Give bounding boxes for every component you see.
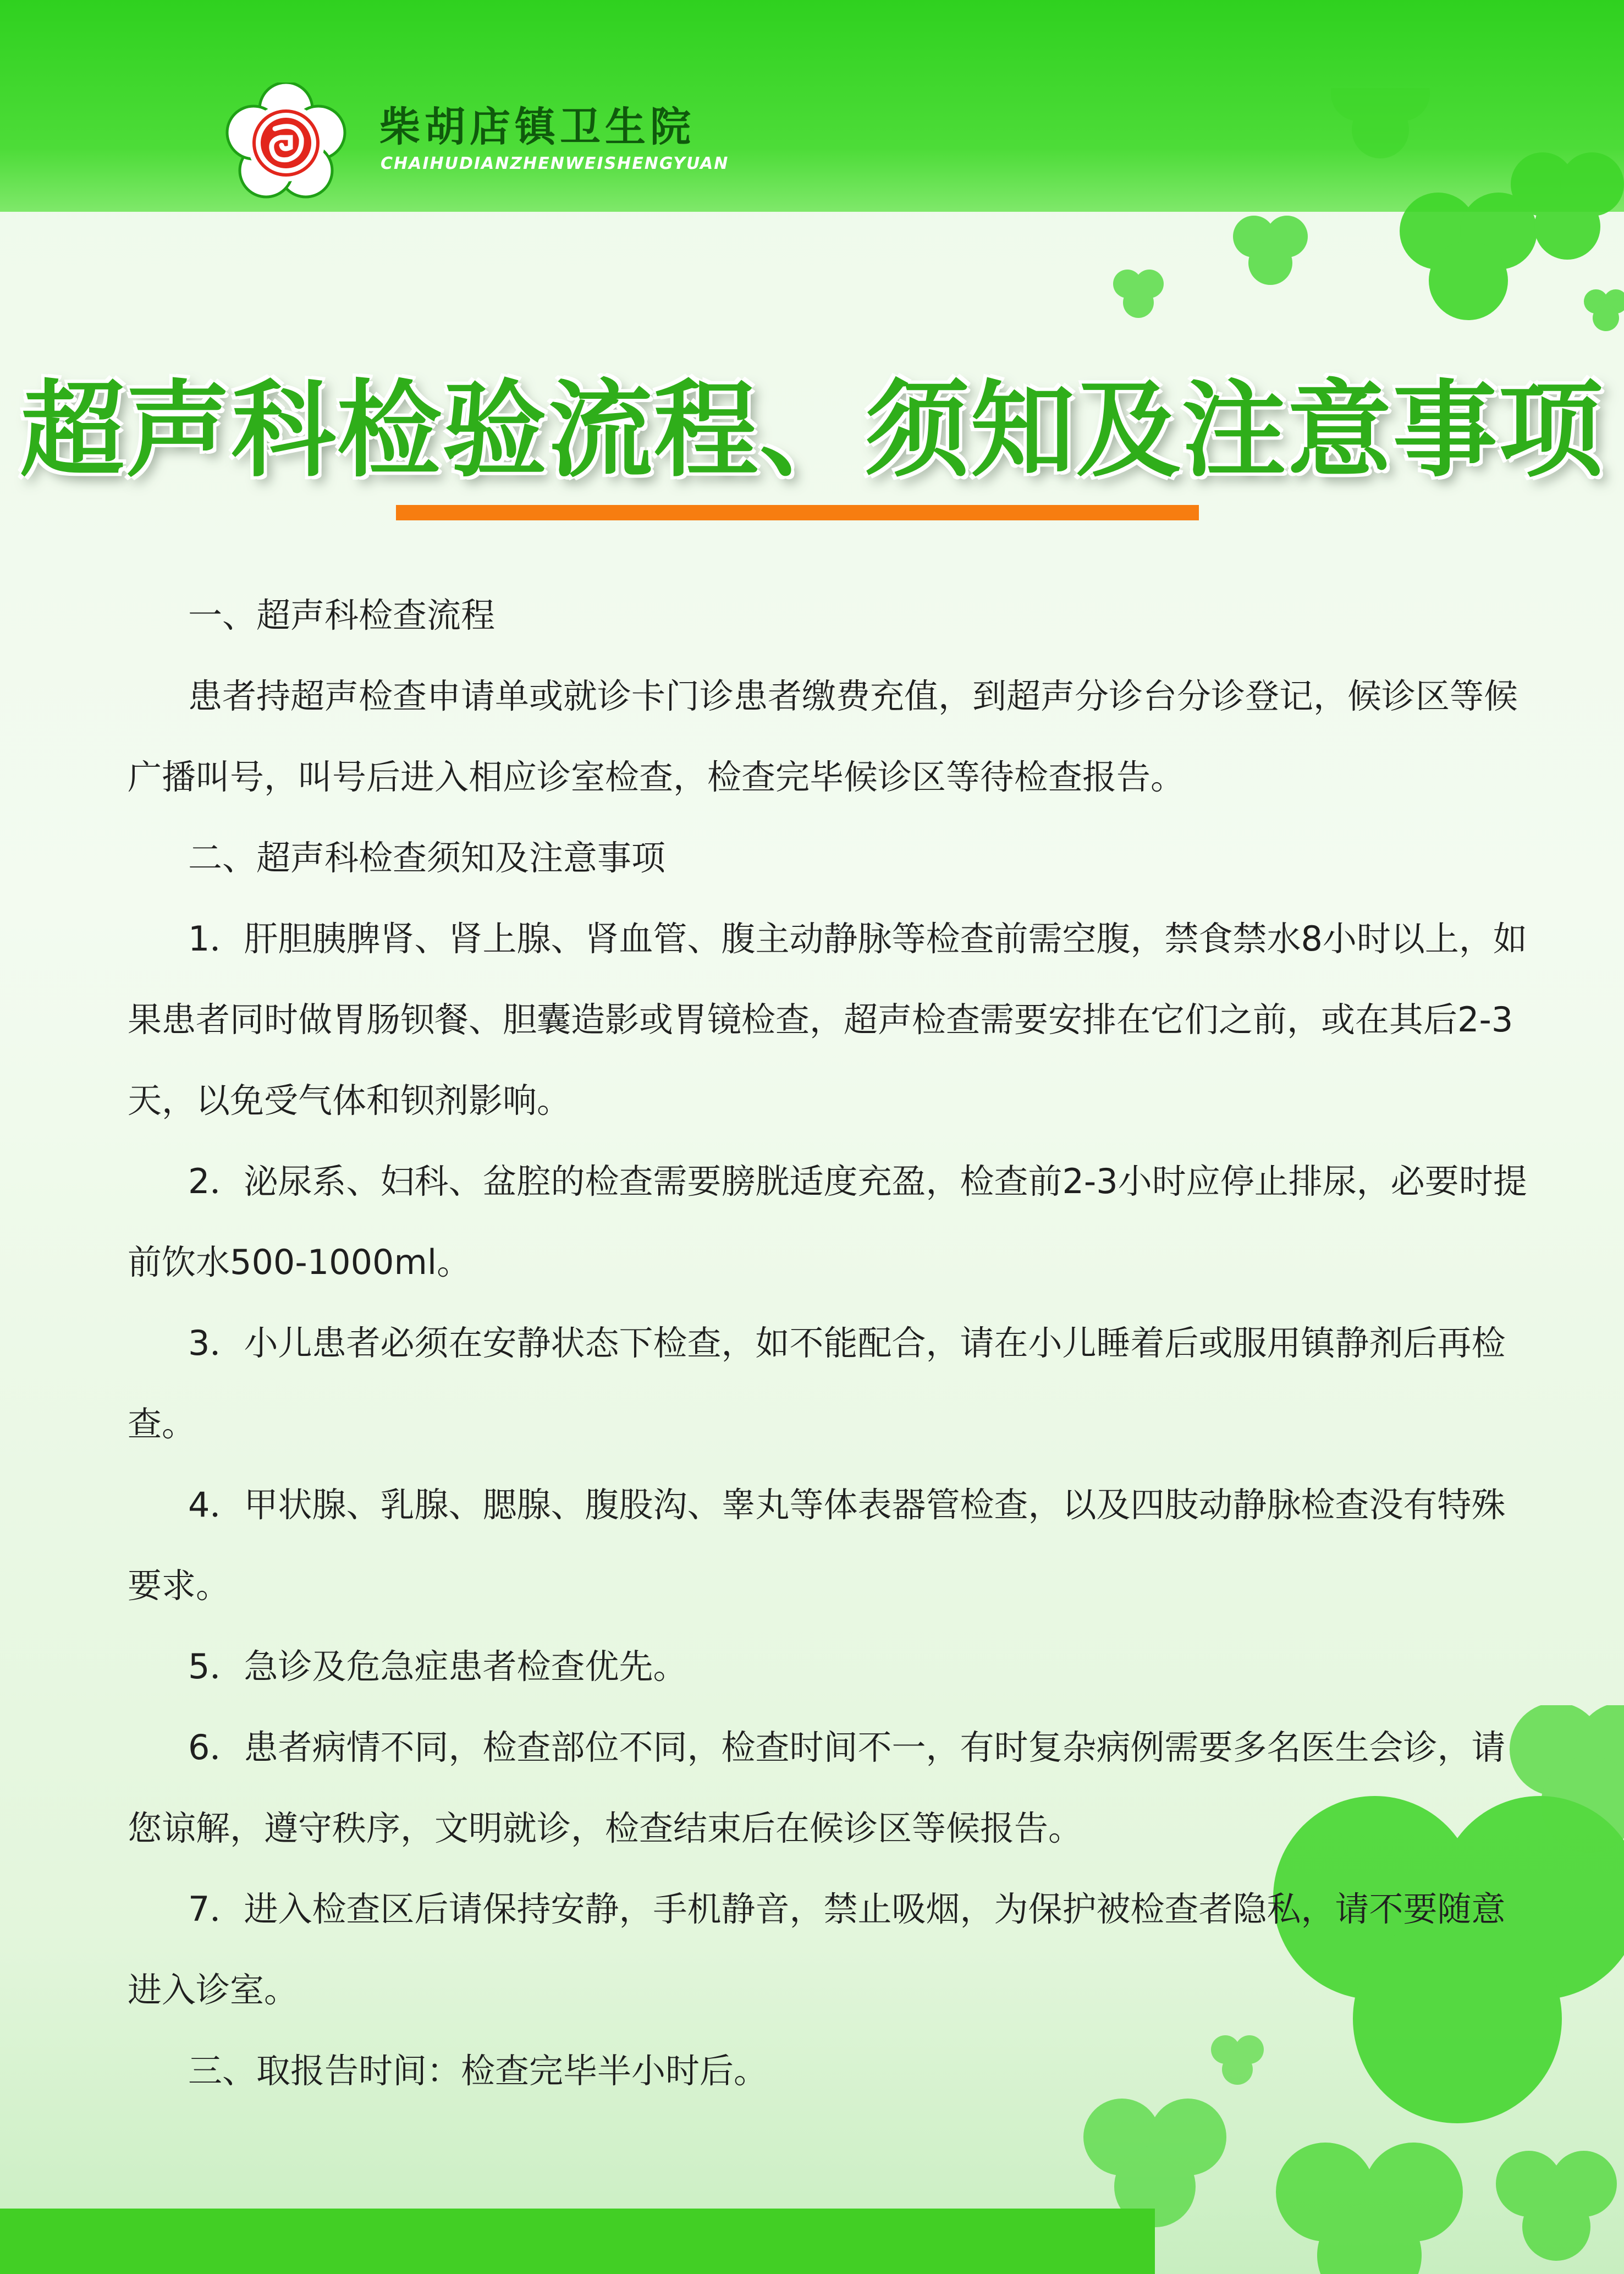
page-title: 超声科检验流程、须知及注意事项 [20, 370, 1604, 491]
hospital-pinyin: CHAIHUDIANZHENWEISHENGYUAN [381, 154, 729, 173]
bottom-band [0, 2209, 1155, 2274]
note-item-2: 2．泌尿系、妇科、盆腔的检查需要膀胱适度充盈，检查前2-3小时应停止排尿，必要时提前饮水500-1000ml。 [128, 1161, 1527, 1282]
note-item-4: 4．甲状腺、乳腺、腮腺、腹股沟、睾丸等体表器管检查，以及四肢动静脉检查没有特殊要求。 [128, 1485, 1506, 1606]
hospital-name: 柴胡店镇卫生院 [379, 103, 695, 151]
note-item-3: 3．小儿患者必须在安静状态下检查，如不能配合，请在小儿睡着后或服用镇静剂后再检查。 [128, 1323, 1506, 1444]
section-heading-report-time: 三、取报告时间：检查完毕半小时后。 [188, 2051, 768, 2091]
note-item-1: 1．肝胆胰脾肾、肾上腺、肾血管、腹主动静脉等检查前需空腹，禁食禁水8小时以上，如果患者同时做胃肠钡餐、胆囊造影或胃镜检查，超声检查需要安排在它们之前，或在其后2-3天，以免受气体和钡剂影响。 [128, 919, 1527, 1120]
section-heading-notes: 二、超声科检查须知及注意事项 [188, 838, 666, 878]
paragraph-process: 患者持超声检查申请单或就诊卡门诊患者缴费充值，到超声分诊台分诊登记，候诊区等候广播叫号，叫号后进入相应诊室检查，检查完毕候诊区等待检查报告。 [128, 676, 1518, 797]
flower-logo-icon [217, 83, 355, 204]
note-item-7: 7．进入检查区后请保持安静，手机静音，禁止吸烟，为保护被检查者隐私，请不要随意进入诊室。 [128, 1889, 1506, 2010]
note-item-5: 5．急诊及危急症患者检查优先。 [188, 1646, 687, 1687]
notice-body [128, 575, 1535, 2111]
title-underline [396, 505, 1199, 520]
clover-decoration-top [1072, 88, 1624, 347]
note-item-6: 6．患者病情不同，检查部位不同，检查时间不一，有时复杂病例需要多名医生会诊，请您谅解，遵守秩序，文明就诊，检查结束后在候诊区等候报告。 [128, 1727, 1506, 1848]
hospital-logo [217, 83, 355, 204]
section-heading-process: 一、超声科检查流程 [188, 595, 496, 635]
